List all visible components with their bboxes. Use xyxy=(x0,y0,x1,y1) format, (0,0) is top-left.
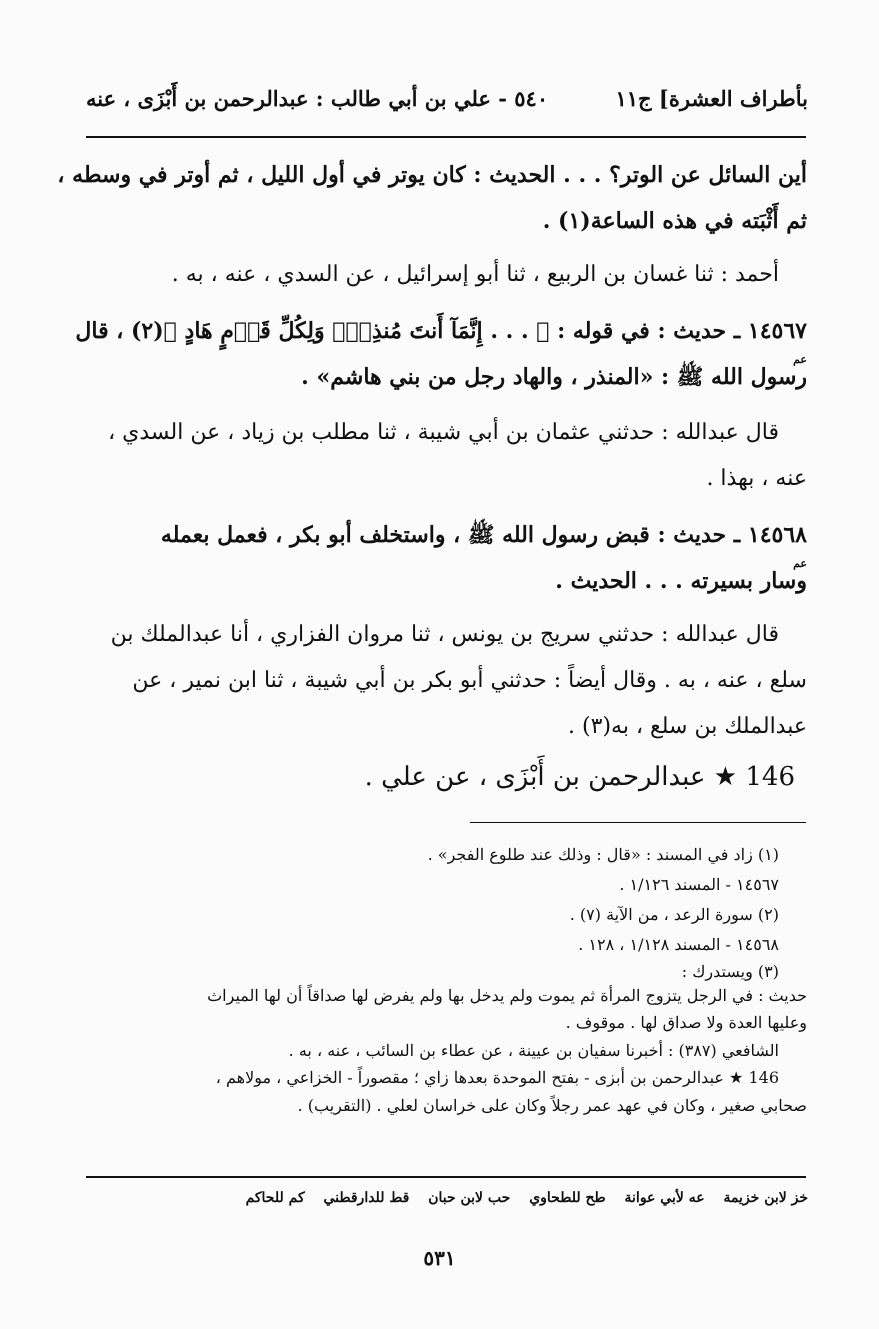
paragraph-1 xyxy=(57,152,807,244)
hadith-14567 xyxy=(75,308,807,400)
abbr-abu-awana: عه لأبي عوانة xyxy=(624,1190,705,1206)
p3-line-2: عنه ، بهذا . xyxy=(706,466,807,491)
p4-line-1: قال عبدالله : حدثني سريج بن يونس ، ثنا مروان الفزاري ، أنا عبدالملك بن xyxy=(110,622,779,647)
abbreviations-footer xyxy=(86,1190,808,1206)
section-heading xyxy=(63,754,795,800)
footnote-3-text-2: وعليها العدة ولا صداق لها . موقوف . xyxy=(565,1013,807,1032)
running-header xyxy=(86,86,808,126)
footnote-3-text-1: حديث : في الرجل يتزوج المرأة ثم يموت ولم يدخل بها ولم يفرض لها صداقاً أن لها الميراث xyxy=(207,986,807,1005)
abbr-ibn-khuzayma: خز لابن خزيمة xyxy=(723,1190,808,1206)
footnote-3-source: الشافعي (٣٨٧) : أخبرنا سفيان بن عيينة ، عن عطاء بن السائب ، عنه ، به . xyxy=(288,1041,779,1060)
footnote-rule xyxy=(470,822,806,823)
hadith-14567-source-mark: عم xyxy=(793,353,807,366)
page-number: ٥٣١ xyxy=(423,1246,456,1270)
header-chapter-title: ٥٤٠ - علي بن أبي طالب : عبدالرحمن بن أَبْزَى ، عنه xyxy=(86,86,549,111)
abbr-hakim: كم للحاكم xyxy=(245,1190,305,1206)
p4-line-3: عبدالملك بن سلع ، به(٣) . xyxy=(568,714,807,739)
section-heading-text: 146 ★ عبدالرحمن بن أَبْزَى ، عن علي . xyxy=(364,762,795,792)
header-book-title: بأطراف العشرة] ج١١ xyxy=(615,86,808,111)
abbr-daraqutni: قط للدارقطني xyxy=(323,1190,410,1206)
paragraph-3 xyxy=(75,410,807,502)
footnotes xyxy=(75,840,807,1120)
hadith-14568-source-mark: عم xyxy=(793,557,807,570)
hadith-14568 xyxy=(75,512,807,604)
hadith-14567-line-1: ١٤٥٦٧ ـ حديث : في قوله : ﴿ . . . إِنَّمَآ أَنتَ مُنذِرٌۖ وَلِكُلِّ قَوۡمٍ هَادٍ ﴾(٢) ، قال xyxy=(75,318,807,344)
p1-line-2: ثم أَثْبَته في هذه الساعة(١) . xyxy=(542,208,807,234)
footnote-biography-1: 146 ★ عبدالرحمن بن أبزى - بفتح الموحدة بعدها زاي ؛ مقصوراً - الخزاعي ، مولاهم ، xyxy=(215,1068,779,1087)
hadith-14568-line-1: ١٤٥٦٨ ـ حديث : قبض رسول الله ﷺ ، واستخلف أبو بكر ، فعمل بعمله xyxy=(160,522,807,548)
footer-rule xyxy=(86,1176,806,1178)
footnote-3: (٣) ويستدرك : xyxy=(681,962,779,981)
footnote-biography-2: صحابي صغير ، وكان في عهد عمر رجلاً وكان على خراسان لعلي . (التقريب) . xyxy=(297,1096,807,1115)
p1-line-1: أين السائل عن الوتر؟ . . . الحديث : كان يوتر في أول الليل ، ثم أوتر في وسطه ، xyxy=(57,162,807,188)
abbr-ibn-hibban: حب لابن حبان xyxy=(428,1190,511,1206)
footnote-ref-14568: ١٤٥٦٨ - المسند ١/١٢٨ ، ١٢٨ . xyxy=(578,935,779,954)
p3-line-1: قال عبدالله : حدثني عثمان بن أبي شيبة ، ثنا مطلب بن زياد ، عن السدي ، xyxy=(108,420,779,445)
paragraph-2 xyxy=(75,252,807,298)
abbr-tahawi: طح للطحاوي xyxy=(529,1190,606,1206)
hadith-14568-line-2: وسار بسيرته . . . الحديث . xyxy=(555,568,807,594)
footnote-ref-14567: ١٤٥٦٧ - المسند ١/١٢٦ . xyxy=(619,875,779,894)
p4-line-2: سلع ، عنه ، به . وقال أيضاً : حدثني أبو بكر بن أبي شيبة ، ثنا ابن نمير ، عن xyxy=(132,668,807,693)
p2-line: أحمد : ثنا غسان بن الربيع ، ثنا أبو إسرائيل ، عن السدي ، عنه ، به . xyxy=(171,262,779,287)
hadith-14567-line-2: رسول الله ﷺ : «المنذر ، والهاد رجل من بني هاشم» . xyxy=(301,364,807,390)
footnote-2: (٢) سورة الرعد ، من الآية (٧) . xyxy=(569,905,779,924)
footnote-1: (١) زاد في المسند : «قال : وذلك عند طلوع الفجر» . xyxy=(427,845,779,864)
header-rule xyxy=(86,136,806,138)
paragraph-4 xyxy=(75,612,807,750)
